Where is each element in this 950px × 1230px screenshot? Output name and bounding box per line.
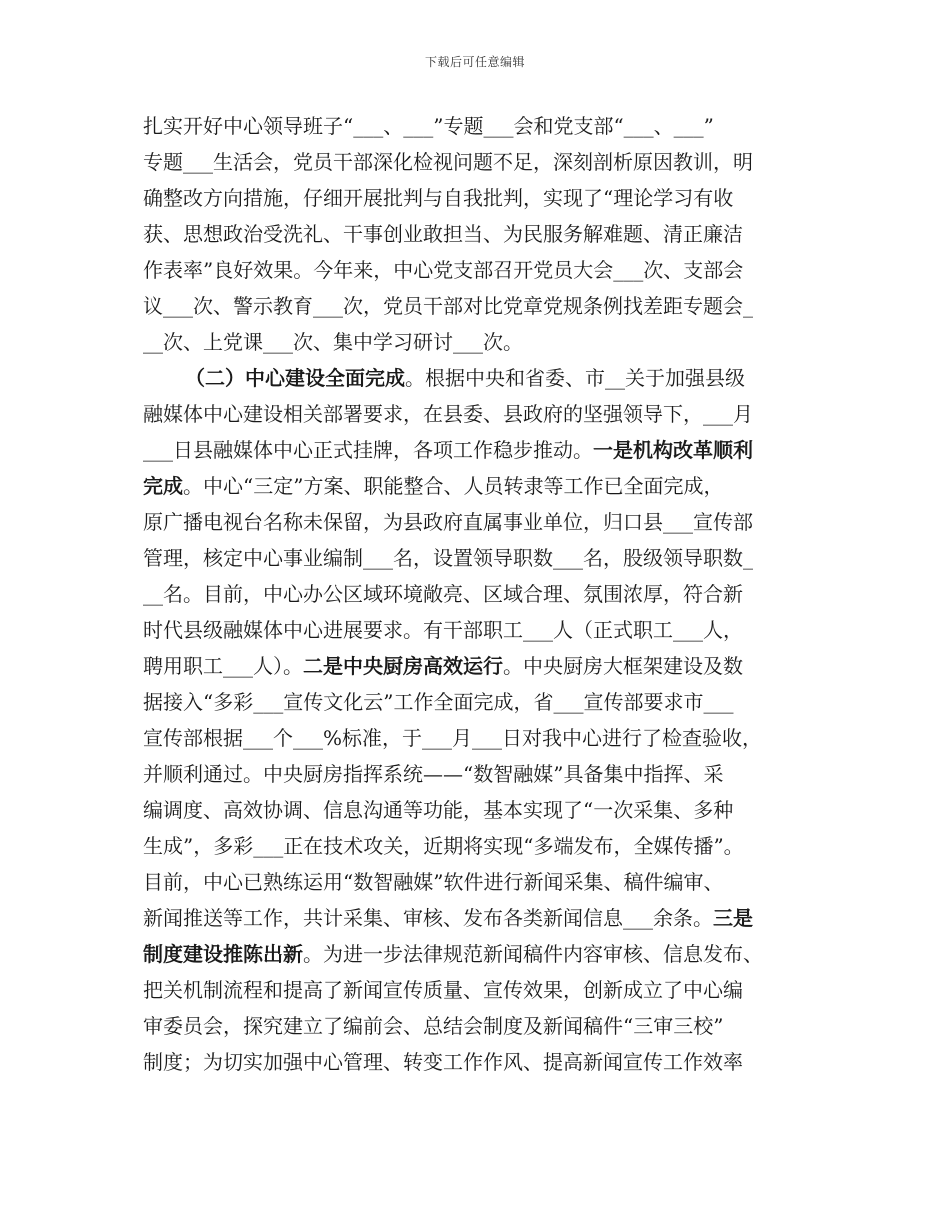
text-segment: 扎实开好中心领导班子“___、___”专题___会和党支部“___、___” xyxy=(143,114,714,138)
text-segment: 。中心“三定”方案、职能整合、人员转隶等工作已全面完成， xyxy=(183,474,724,498)
text-line xyxy=(143,360,827,396)
text-segment: __次、上党课___次、集中学习研讨___次。 xyxy=(143,330,523,354)
bold-text-segment: （二）中心建设全面完成 xyxy=(185,366,405,390)
text-line xyxy=(143,828,827,864)
bold-text-segment: 三是 xyxy=(713,906,753,930)
text-segment: 获、思想政治受洗礼、干事创业敢担当、为民服务解难题、清正廉洁 xyxy=(143,222,743,246)
text-line xyxy=(143,540,827,576)
text-line xyxy=(143,396,827,432)
text-segment: 把关机制流程和提高了新闻宣传质量、宣传效果，创新成立了中心编 xyxy=(143,978,743,1002)
text-segment: 。中央厨房大框架建设及数 xyxy=(503,654,743,678)
text-line xyxy=(143,1008,827,1044)
text-line xyxy=(143,936,827,972)
text-line xyxy=(143,216,827,252)
document-body xyxy=(143,108,827,1080)
text-line xyxy=(143,612,827,648)
text-segment: 编调度、高效协调、信息沟通等功能，基本实现了“一次采集、多种 xyxy=(143,798,734,822)
text-segment: 据接入“多彩___宣传文化云”工作全面完成，省___宣传部要求市___ xyxy=(143,690,734,714)
text-segment: 聘用职工___人）。 xyxy=(143,654,303,678)
text-line xyxy=(143,432,827,468)
text-segment: 审委员会，探究建立了编前会、总结会制度及新闻稿件“三审三校” xyxy=(143,1014,724,1038)
text-segment: 并顺利通过。中央厨房指挥系统——“数智融媒”具备集中指挥、采 xyxy=(143,762,724,786)
text-segment: 生成”，多彩___正在技术攻关，近期将实现“多端发布，全媒传播”。 xyxy=(143,834,744,858)
text-line xyxy=(143,720,827,756)
bold-text-segment: 完成 xyxy=(143,474,183,498)
text-segment: 确整改方向措施，仔细开展批判与自我批判，实现了“理论学习有收 xyxy=(143,186,734,210)
text-line xyxy=(143,288,827,324)
text-line xyxy=(143,180,827,216)
text-segment: 目前，中心已熟练运用“数智融媒”软件进行新闻采集、稿件编审、 xyxy=(143,870,724,894)
text-line xyxy=(143,576,827,612)
bold-text-segment: 二是中央厨房高效运行 xyxy=(303,654,503,678)
text-line xyxy=(143,1044,827,1080)
text-segment: 时代县级融媒体中心进展要求。有干部职工___人（正式职工___人， xyxy=(143,618,743,642)
text-segment: 作表率”良好效果。今年来，中心党支部召开党员大会___次、支部会 xyxy=(143,258,744,282)
text-line xyxy=(143,972,827,1008)
text-segment: 。为进一步法律规范新闻稿件内容审核、信息发布、 xyxy=(303,942,763,966)
text-line xyxy=(143,324,827,360)
text-line xyxy=(143,468,827,504)
text-segment: 宣传部根据___个___%标准，于___月___日对我中心进行了检查验收， xyxy=(143,726,763,750)
text-line xyxy=(143,684,827,720)
bold-text-segment: 一是机构改革顺利 xyxy=(593,438,753,462)
text-segment: 议___次、警示教育___次，党员干部对比党章党规条例找差距专题会_ xyxy=(143,294,753,318)
text-segment: ___日县融媒体中心正式挂牌，各项工作稳步推动。 xyxy=(143,438,593,462)
text-segment: 新闻推送等工作，共计采集、审核、发布各类新闻信息___余条。 xyxy=(143,906,713,930)
bold-text-segment: 制度建设推陈出新 xyxy=(143,942,303,966)
text-segment: 制度；为切实加强中心管理、转变工作作风、提高新闻宣传工作效率 xyxy=(143,1050,743,1074)
page-header: 下载后可任意编辑 xyxy=(424,55,525,69)
text-line xyxy=(143,792,827,828)
text-line xyxy=(143,108,827,144)
text-line xyxy=(143,504,827,540)
text-line xyxy=(143,864,827,900)
text-segment: 原广播电视台名称未保留，为县政府直属事业单位，归口县___宣传部 xyxy=(143,510,753,534)
text-line xyxy=(143,648,827,684)
text-segment: 管理，核定中心事业编制___名，设置领导职数___名，股级领导职数_ xyxy=(143,546,753,570)
text-line xyxy=(143,144,827,180)
text-segment: 专题___生活会，党员干部深化检视问题不足，深刻剖析原因教训，明 xyxy=(143,150,753,174)
text-segment: __名。目前，中心办公区域环境敞亮、区域合理、氛围浓厚，符合新 xyxy=(143,582,743,606)
text-line xyxy=(143,900,827,936)
text-line xyxy=(143,756,827,792)
text-segment: 。根据中央和省委、市__关于加强县级 xyxy=(405,366,745,390)
text-segment: 融媒体中心建设相关部署要求，在县委、县政府的坚强领导下，___月 xyxy=(143,402,753,426)
text-line xyxy=(143,252,827,288)
